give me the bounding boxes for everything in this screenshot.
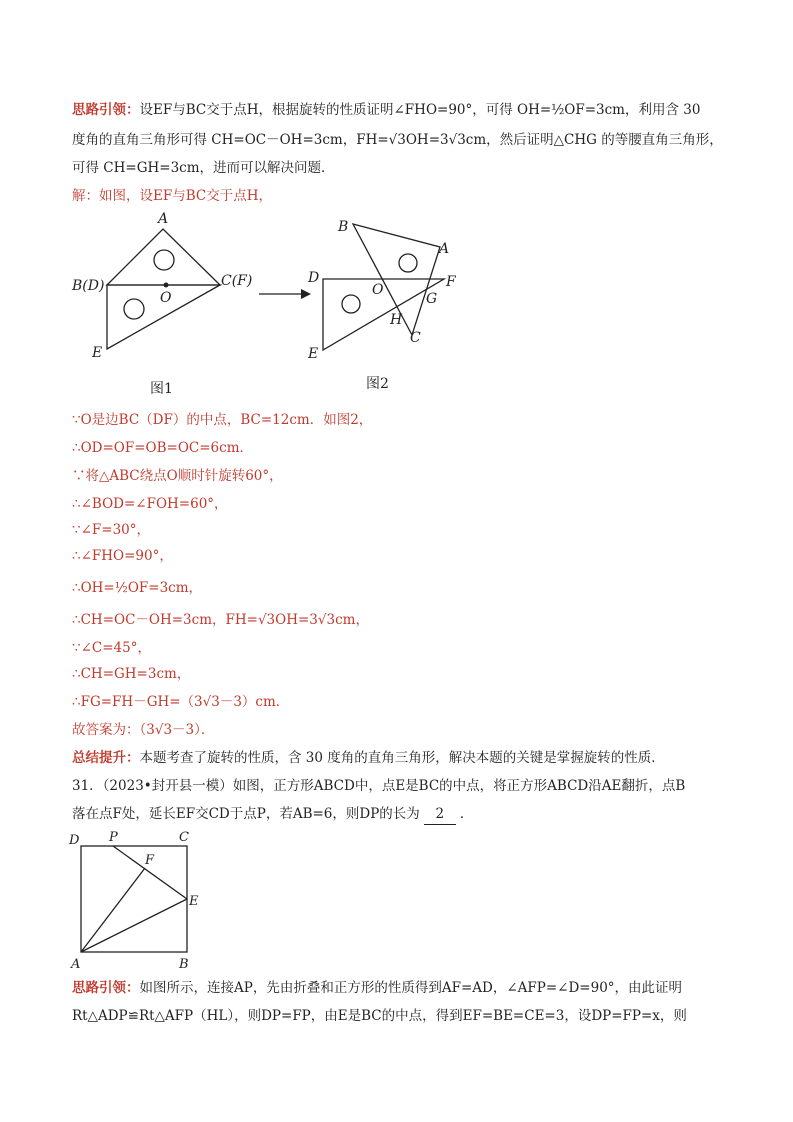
hint-line-3: 可得 CH=GH=3cm，进而可以解决问题．	[72, 160, 335, 176]
hint2-line-1	[72, 978, 732, 998]
fig2-label-h: H	[390, 312, 403, 328]
problem-31-line-1: 31．（2023•封开县一模）如图，正方形ABCD中，点E是BC的中点，将正方形ABCD沿AE翻折，点B	[72, 778, 686, 794]
step-5: ∵∠F=30°，	[72, 522, 151, 538]
fig2-label-e: E	[308, 346, 319, 362]
hint-text: 设EF与BC交于点H，根据旋转的性质证明∠FHO=90°，可得 OH=½OF=3cm，利用含 30	[139, 102, 701, 118]
solution-intro: 解：如图，设EF与BC交于点H，	[72, 188, 272, 204]
step-9: ∵∠C=45°，	[72, 640, 151, 656]
problem-31-text: 落在点F处，延长EF交CD于点P，若AB=6，则DP的长为	[72, 806, 420, 822]
fig2-circle-bottom	[342, 295, 360, 313]
fig1-label-b: B(D)	[72, 278, 105, 294]
fig1-circle-bottom	[124, 299, 144, 319]
hint-line-2: 度角的直角三角形可得 CH=OC－OH=3cm，FH=√3OH=3√3cm，然后证明△CHG 的等腰直角三角形，	[72, 132, 723, 148]
fig1-label-c: C(F)	[221, 273, 253, 289]
fig3-label-p: P	[109, 830, 118, 845]
fig3-label-d: D	[69, 833, 80, 848]
fig1-label-o: O	[160, 290, 172, 306]
fig2-circle-top	[399, 254, 417, 272]
fig2-label-d: D	[308, 270, 320, 286]
step-8: ∴CH=OC－OH=3cm，FH=√3OH=3√3cm，	[72, 612, 369, 628]
step-4: ∴∠BOD=∠FOH=60°，	[72, 496, 228, 512]
hint-label: 思路引领：	[72, 102, 140, 118]
fig3-label-c: C	[179, 830, 189, 845]
step-6: ∴∠FHO=90°，	[72, 548, 173, 564]
fig2-label-b: B	[338, 219, 349, 235]
figure-2	[300, 210, 470, 395]
fig3-label-a: A	[71, 957, 81, 972]
hint-line-1	[72, 100, 732, 120]
summary-text: 本题考查了旋转的性质，含 30 度角的直角三角形，解决本题的关键是掌握旋转的性质．	[139, 750, 665, 766]
fig2-label-o: O	[372, 282, 384, 298]
hint2-text: 如图所示，连接AP，先由折叠和正方形的性质得到AF=AD，∠AFP=∠D=90°，由此证明	[139, 980, 683, 996]
fig3-line-ae	[81, 899, 187, 952]
fig1-label-a: A	[158, 211, 169, 227]
hint2-label: 思路引领：	[72, 980, 140, 996]
fig3-label-e: E	[189, 894, 199, 909]
fig1-label-e: E	[92, 345, 103, 361]
fig2-label-g: G	[426, 291, 438, 307]
fig2-caption: 图2	[366, 376, 389, 392]
problem-31-line-2	[72, 804, 732, 825]
step-3: ∵将△ABC绕点O顺时针旋转60°，	[72, 468, 283, 484]
fig1-point-o	[164, 283, 169, 288]
step-1: ∵O是边BC（DF）的中点，BC=12cm．如图2，	[72, 412, 373, 428]
fig3-label-b: B	[179, 957, 189, 972]
step-2: ∴OD=OF=OB=OC=6cm．	[72, 440, 253, 456]
fig2-label-c: C	[410, 330, 421, 346]
step-7: ∴OH=½OF=3cm，	[72, 580, 203, 596]
step-11: ∴FG=FH－GH=（3√3－3）cm．	[72, 694, 290, 710]
summary-line	[72, 748, 732, 768]
problem-31-end: ．	[459, 806, 474, 822]
fig1-circle-top	[154, 250, 174, 270]
fig2-label-a: A	[439, 241, 450, 257]
answer-blank: 2	[424, 804, 456, 825]
step-10: ∴CH=GH=3cm，	[72, 666, 191, 682]
figure-3	[65, 826, 210, 974]
fig1-caption: 图1	[150, 381, 173, 397]
summary-label: 总结提升：	[72, 750, 140, 766]
figure-1	[60, 205, 260, 400]
answer-line: 故答案为：（3√3－3）．	[72, 722, 215, 738]
fig2-label-f: F	[446, 274, 456, 290]
fig3-line-af	[81, 868, 145, 952]
hint2-line-2: Rt△ADP≌Rt△AFP（HL），则DP=FP，由E是BC的中点，得到EF=BE=CE=3，设DP=FP=x，则	[72, 1008, 687, 1024]
fig3-square	[81, 846, 187, 952]
fig1-triangle-abc	[107, 229, 220, 285]
fig3-label-f: F	[145, 853, 155, 868]
